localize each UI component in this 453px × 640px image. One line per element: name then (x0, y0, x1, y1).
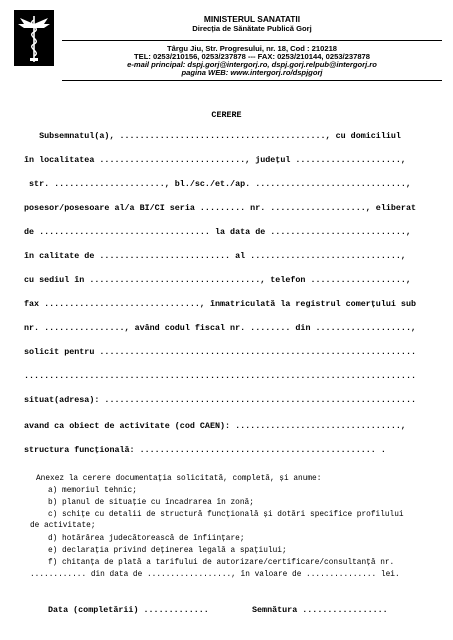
annex-item-f-cont: ............ din data de .................., în valoare de ............... lei. (30, 571, 400, 579)
header-web: pagina WEB: www.intergorj.ro/dspjgorj (181, 68, 323, 77)
header-phones: TEL: 0253/210156, 0253/237878 --- FAX: 0253/210144, 0253/237878 (133, 52, 370, 61)
form-line-name: Subsemnatul(a), ........................................., cu domiciliul (24, 131, 401, 141)
form-line-locality: în localitatea ............................., județul ....................., (24, 155, 406, 165)
form-line-structure: structura funcțională: ............................................... . (24, 445, 386, 455)
header-divider-bottom (62, 80, 442, 81)
form-line-activity: avand ca obiect de activitate (cod CAEN): ................................., (24, 421, 406, 431)
ministry-health-logo (14, 10, 54, 66)
annex-item-c: c) schițe cu detalii de structură funcțională și dotări specifice profilului (48, 511, 404, 519)
form-line-request: solicit pentru ............................................................... (24, 347, 417, 357)
annex-item-e: e) declarația privind deținerea legală a spațiului; (48, 547, 287, 555)
header-address: Târgu Jiu, Str. Progresului, nr. 18, Cod : 210218 (166, 44, 338, 53)
ministry-name: MINISTERUL SANATATII (203, 14, 301, 24)
form-line-request-cont: .............................................................................. (24, 371, 417, 381)
form-line-headquarters: cu sediul în .................................., telefon ..................., (24, 275, 411, 285)
form-line-id-card: posesor/posesoare al/a BI/CI seria ......... nr. ..................., eliberat (24, 203, 417, 213)
form-line-street: str. ......................, bl./sc./et./ap. .............................., (24, 179, 411, 189)
form-line-issued: de .................................. la data de ..........................., (24, 227, 411, 237)
annex-item-c-cont: de activitate; (30, 522, 96, 530)
header-email: e-mail principal: dspj.gorj@intergorj.ro, dspj.gorj.relpub@intergorj.ro (127, 60, 377, 69)
form-line-registration: nr. ................, având codul fiscal nr. ........ din ..................., (24, 323, 417, 333)
form-line-located: situat(adresa): .............................................................. (24, 395, 417, 405)
form-line-fax: fax ..............................., înmatriculată la registrul comerțului sub (24, 299, 417, 309)
directorate-name: Direcția de Sănătate Publică Gorj (192, 24, 312, 33)
footer-signature: Semnătura ................. (252, 605, 388, 615)
footer-date: Data (completării) ............. (48, 605, 209, 615)
annex-intro: Anexez la cerere documentația solicitată, completă, și anume: (36, 475, 322, 483)
document-title: CERERE (211, 110, 242, 120)
annex-item-b: b) planul de situație cu încadrarea în zonă; (48, 499, 254, 507)
header-divider-top (62, 40, 442, 41)
annex-item-d: d) hotărârea judecătorească de înființare; (48, 535, 245, 543)
annex-item-a: a) memoriul tehnic; (48, 487, 137, 495)
form-line-capacity: în calitate de .......................... al .............................., (24, 251, 406, 261)
annex-item-f: f) chitanța de plată a tarifului de autorizare/certificare/consultanță nr. (48, 559, 395, 567)
